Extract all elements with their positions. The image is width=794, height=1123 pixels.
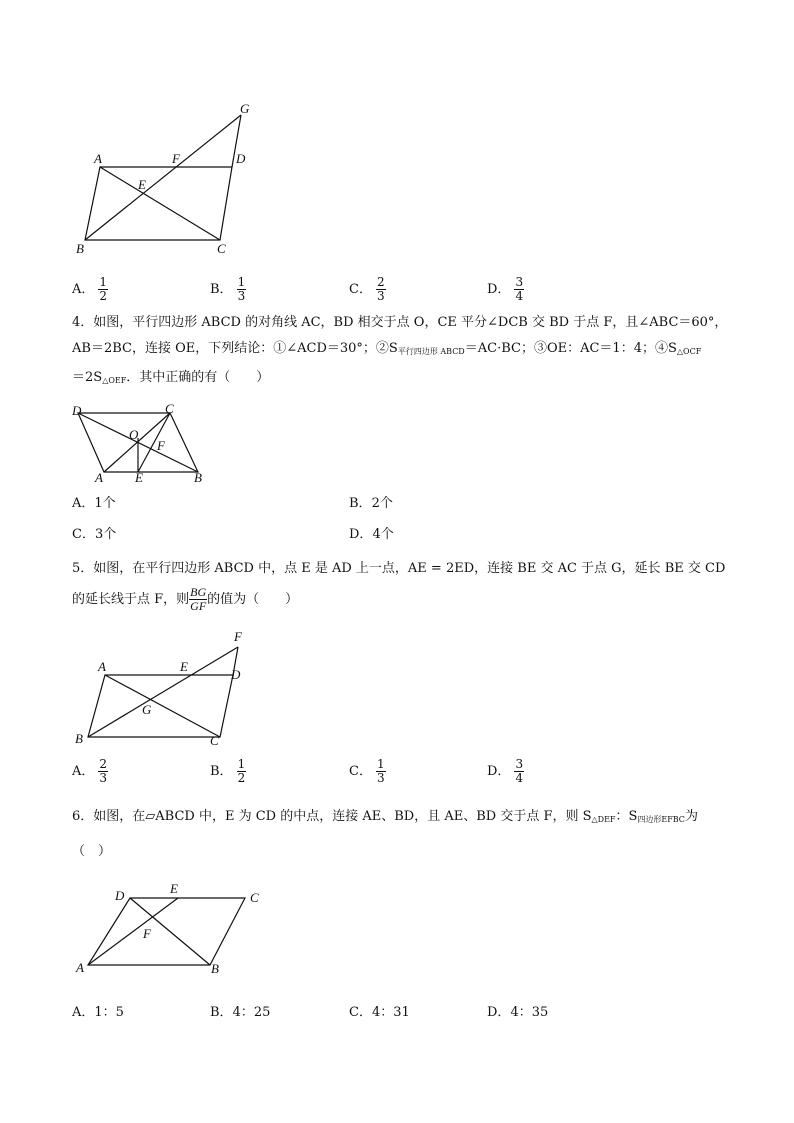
q6-line-1: 6．如图，在▱ABCD 中，E 为 CD 的中点，连接 AE、BD，且 AE、BD 交于点 F，则 $S_{\triangle DEF}$：$S_{四边形EFBC}$为 [72,809,698,824]
q5-option-d[interactable]: D． $\frac{3}{4}$ [487,757,524,785]
label-f: F [172,151,180,166]
label-f: F [234,629,242,644]
q4-line-1: 4．如图，平行四边形 ABCD 的对角线 AC，BD 相交于点 O，CE 平分∠DCB 交 BD 于点 F，且∠ABC＝60°， [72,315,728,330]
q5-line-1: 5．如图，在平行四边形 ABCD 中，点 E 是 AD 上一点，AE = 2ED，连接 BE 交 AC 于点 G，延长 BE 交 CD [72,561,726,576]
question-5 [72,556,732,613]
q6-line-2: （ ） [72,844,112,859]
label-o: O [129,427,139,442]
label-b: B [76,241,84,256]
label-a: A [98,659,106,674]
question-4 [72,310,732,394]
label-c: C [165,401,174,416]
figure-q3 [70,95,270,260]
figure-q6 [70,878,270,978]
q4-option-a[interactable]: A．1个 [72,496,116,511]
label-e: E [135,470,143,485]
label-f: F [157,438,165,453]
q5-option-a[interactable]: A． $\frac{2}{3}$ [72,757,108,785]
label-g: G [240,101,250,116]
q6-option-b[interactable]: B．4：25 [210,1005,271,1020]
label-b: B [194,470,202,485]
question-6 [72,804,732,865]
q4-line-3: $=2S_{\triangle OEF}$．其中正确的有（ ） [72,370,270,385]
label-a: A [76,960,84,975]
figure-q5 [70,625,260,750]
label-a: A [95,470,103,485]
label-e: E [138,177,146,192]
q4-option-c[interactable]: C．3个 [72,527,117,542]
label-d: D [231,667,241,682]
q5-line-2: 的延长线于点 F，则 $\frac{BG}{GF}$ 的值为（ ） [72,585,299,613]
q4-line-2: AB＝2BC，连接 OE，下列结论：①∠ACD＝30°；$②S_{平行四边形 ABCD}=AC\cdot BC$；③OE：AC＝1：4；$④S_{\triangle OCF}$ [72,341,702,356]
q4-option-d[interactable]: D．4个 [349,527,394,542]
label-b: B [211,961,219,976]
label-d: D [115,888,125,903]
q6-option-a[interactable]: A．1：5 [72,1005,124,1020]
label-e: E [170,881,178,896]
label-b: B [75,731,83,746]
label-c: C [217,241,226,256]
label-a: A [94,151,102,166]
label-d: D [236,151,246,166]
q4-option-b[interactable]: B．2个 [349,496,393,511]
q5-option-b[interactable]: B． $\frac{1}{2}$ [210,757,246,785]
label-f: F [143,926,151,941]
label-e: E [180,659,188,674]
q6-option-c[interactable]: C．4：31 [349,1005,410,1020]
label-c: C [250,890,259,905]
q3-option-c[interactable]: C． $\frac{2}{3}$ [349,275,385,303]
label-g: G [142,702,152,717]
label-d: D [72,403,82,418]
q5-option-c[interactable]: C． $\frac{1}{3}$ [349,757,385,785]
q3-option-d[interactable]: D． $\frac{3}{4}$ [487,275,524,303]
figure-q4 [68,400,218,490]
q6-option-d[interactable]: D．4：35 [487,1005,549,1020]
q3-option-a[interactable]: A． $\frac{1}{2}$ [72,275,108,303]
q3-option-b[interactable]: B． $\frac{1}{3}$ [210,275,246,303]
label-c: C [210,733,219,748]
